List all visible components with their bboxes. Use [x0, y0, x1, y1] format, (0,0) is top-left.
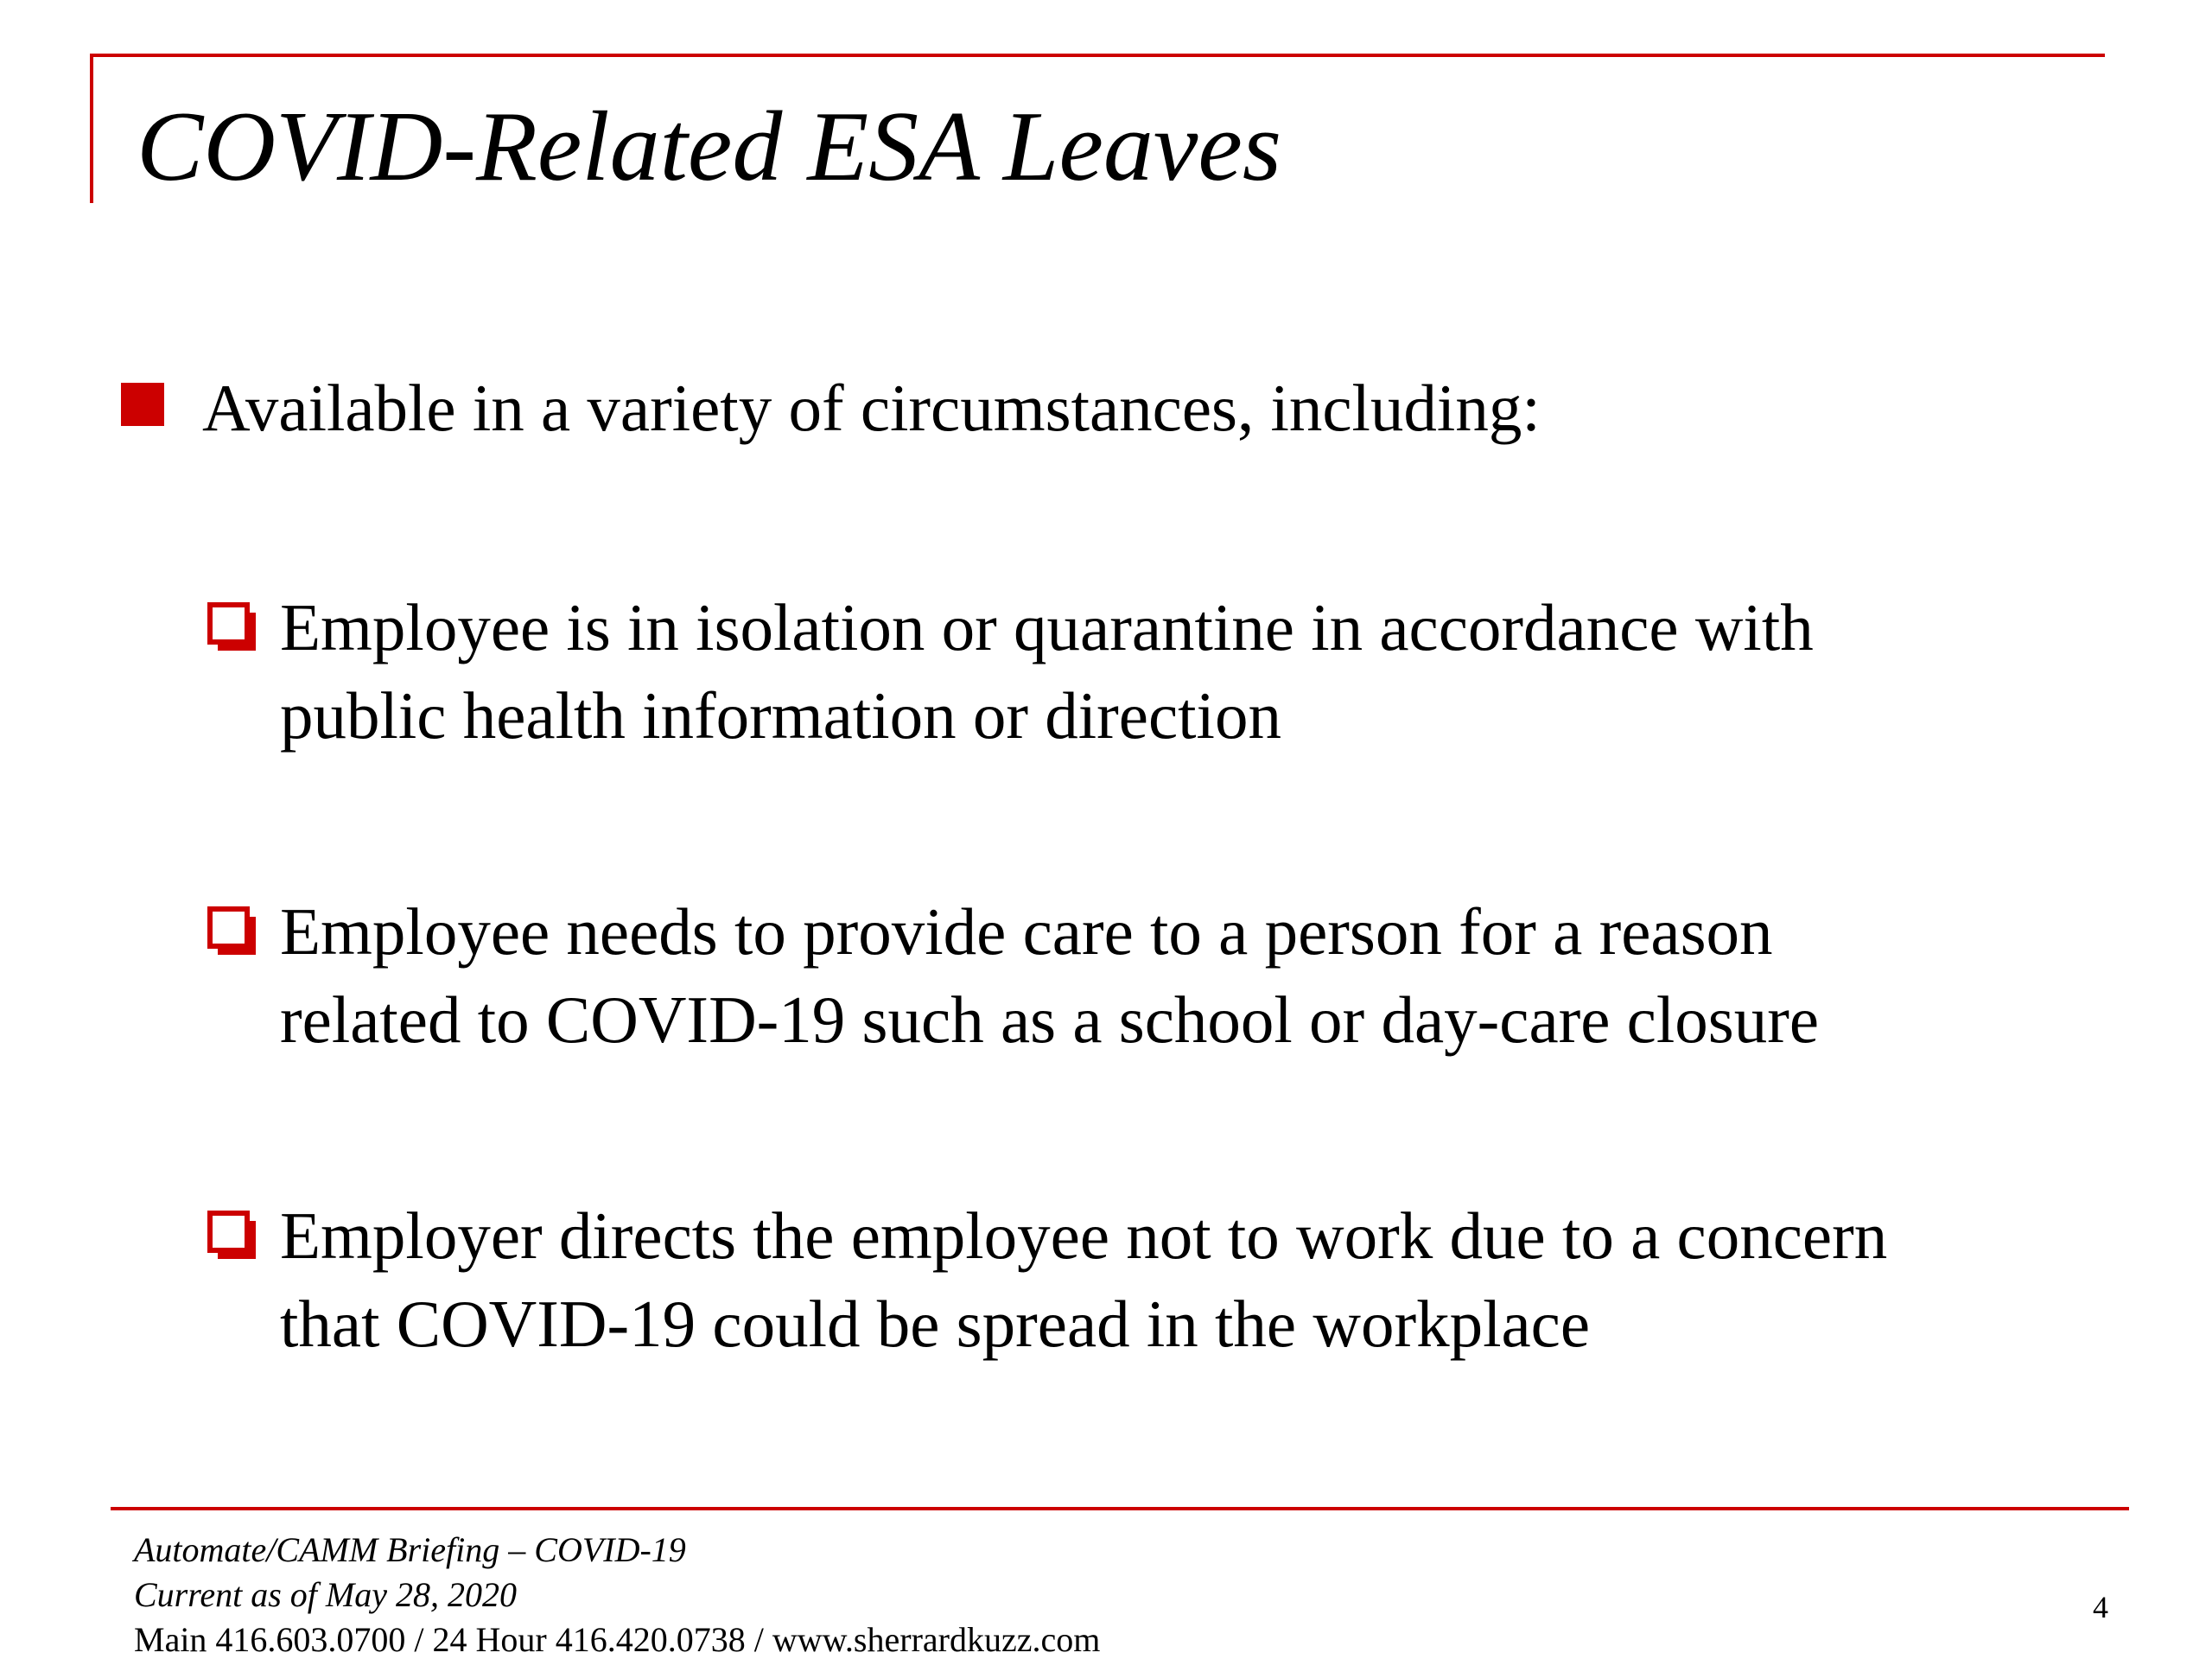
footer-briefing-title: Automate/CAMM Briefing – COVID-19	[134, 1530, 686, 1569]
sub-bullet-line: Employee needs to provide care to a person for a reason	[280, 894, 1773, 969]
footer-contact: Main 416.603.0700 / 24 Hour 416.420.0738 / www.sherrardkuzz.com	[134, 1620, 1101, 1659]
sub-bullet-line: that COVID-19 could be spread in the workplace	[280, 1287, 1591, 1361]
sub-bullet-text	[280, 583, 2138, 760]
sub-bullet-line: Employer directs the employee not to work due to a concern	[280, 1198, 1888, 1273]
title-left-rule	[90, 54, 93, 203]
bullet-text: Available in a variety of circumstances, including:	[202, 371, 1541, 445]
slide-title: COVID-Related ESA Leaves	[137, 92, 1282, 202]
title-top-rule	[92, 54, 2105, 57]
sub-bullet-line: public health information or direction	[280, 678, 1281, 753]
sub-bullet-text	[280, 887, 2138, 1064]
checkbox-bullet-icon	[207, 906, 257, 957]
checkbox-bullet-icon	[207, 602, 257, 652]
sub-bullet-line: related to COVID-19 such as a school or day-care closure	[280, 982, 1820, 1057]
sub-bullet-text	[280, 1192, 2138, 1368]
footer-rule	[111, 1507, 2129, 1510]
square-bullet-icon	[121, 383, 164, 426]
page-number: 4	[2093, 1590, 2108, 1624]
footer	[134, 1528, 1100, 1659]
sub-bullet-line: Employee is in isolation or quarantine in accordance with	[280, 590, 1814, 664]
checkbox-bullet-icon	[207, 1211, 257, 1261]
footer-date: Current as of May 28, 2020	[134, 1575, 517, 1614]
